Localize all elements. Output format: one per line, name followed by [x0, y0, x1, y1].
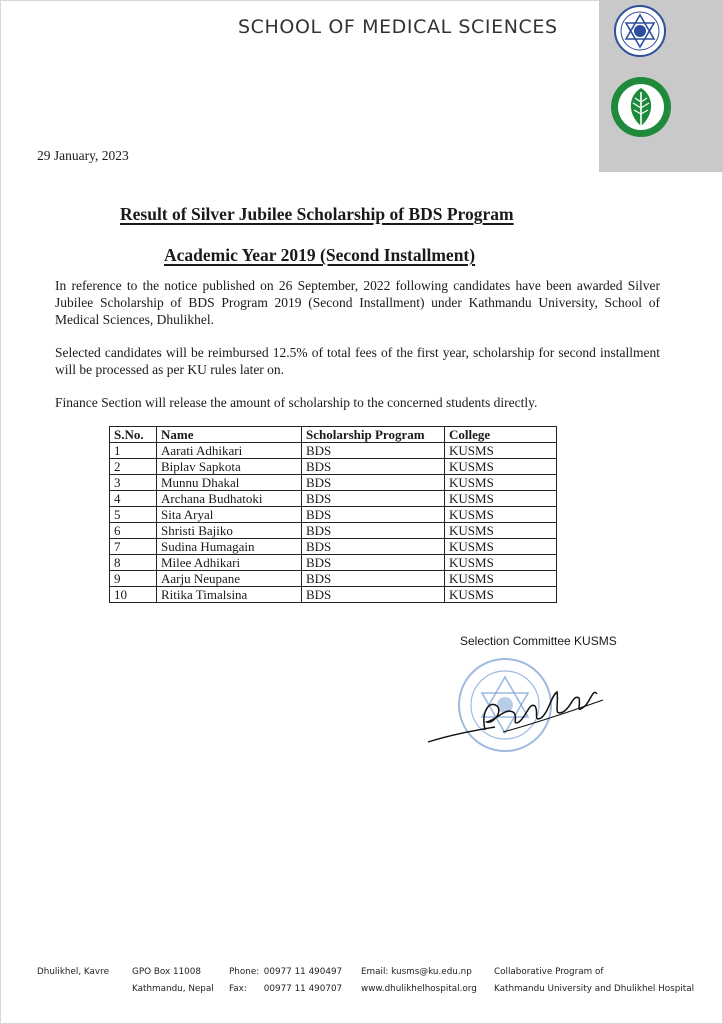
- cell-name: Biplav Sapkota: [157, 459, 302, 475]
- table-header-row: [110, 427, 557, 443]
- cell-college: KUSMS: [445, 507, 557, 523]
- footer-collab-line1: Collaborative Program of: [494, 967, 604, 977]
- footer-website: www.dhulikhelhospital.org: [361, 984, 477, 994]
- cell-name: Aarju Neupane: [157, 571, 302, 587]
- paragraph-reimbursement: Selected candidates will be reimbursed 12.5% of total fees of the first year, scholarship for second installment will be processed as per KU rules later on.: [55, 345, 660, 377]
- cell-sno: 3: [110, 475, 157, 491]
- cell-sno: 5: [110, 507, 157, 523]
- cell-sno: 6: [110, 523, 157, 539]
- cell-college: KUSMS: [445, 475, 557, 491]
- table-row: [110, 571, 557, 587]
- footer-postbox-line: GPO Box 11008: [132, 967, 201, 977]
- cell-name: Ritika Timalsina: [157, 587, 302, 603]
- dhulikhel-hospital-leaf-logo: [610, 74, 672, 140]
- cell-college: KUSMS: [445, 459, 557, 475]
- table-row: [110, 587, 557, 603]
- scholarship-results-table: [109, 426, 557, 603]
- header-program: Scholarship Program: [302, 427, 445, 443]
- cell-program: BDS: [302, 523, 445, 539]
- footer-postbox: [132, 964, 214, 998]
- selection-committee-label: Selection Committee KUSMS: [460, 634, 617, 648]
- table-row: [110, 491, 557, 507]
- cell-program: BDS: [302, 539, 445, 555]
- handwritten-signature: [423, 672, 608, 752]
- table-row: [110, 443, 557, 459]
- cell-college: KUSMS: [445, 539, 557, 555]
- footer-contact: [229, 964, 342, 998]
- cell-college: KUSMS: [445, 491, 557, 507]
- notice-subtitle: Academic Year 2019 (Second Installment): [164, 245, 476, 265]
- notice-title: Result of Silver Jubilee Scholarship of BDS Program: [120, 204, 514, 224]
- letter-date: 29 January, 2023: [37, 148, 129, 163]
- institution-name: SCHOOL OF MEDICAL SCIENCES: [238, 16, 558, 38]
- cell-name: Munnu Dhakal: [157, 475, 302, 491]
- footer-collaboration: [494, 964, 694, 998]
- cell-name: Sudina Humagain: [157, 539, 302, 555]
- paragraph-reference: In reference to the notice published on 26 September, 2022 following candidates have been awarded Silver Jubilee Scholarship of BDS Program 2019 (Second Installment) under Kathmandu University, School of Medical Sciences, Dhulikhel.: [55, 278, 660, 327]
- footer-address-line: Dhulikhel, Kavre: [37, 967, 109, 977]
- phone-number: 00977 11 490497: [263, 967, 343, 977]
- cell-college: KUSMS: [445, 523, 557, 539]
- fax-number: 00977 11 490707: [263, 984, 343, 994]
- table-row: [110, 555, 557, 571]
- cell-name: Archana Budhatoki: [157, 491, 302, 507]
- footer-city-line: Kathmandu, Nepal: [132, 984, 214, 994]
- cell-sno: 10: [110, 587, 157, 603]
- table-row: [110, 459, 557, 475]
- cell-name: Aarati Adhikari: [157, 443, 302, 459]
- fax-label: Fax:: [229, 984, 247, 994]
- cell-name: Shristi Bajiko: [157, 523, 302, 539]
- cell-sno: 8: [110, 555, 157, 571]
- cell-program: BDS: [302, 491, 445, 507]
- cell-program: BDS: [302, 555, 445, 571]
- cell-program: BDS: [302, 571, 445, 587]
- header-sno: S.No.: [110, 427, 157, 443]
- footer-address: [37, 964, 109, 981]
- table-row: [110, 475, 557, 491]
- cell-sno: 7: [110, 539, 157, 555]
- header-college: College: [445, 427, 557, 443]
- cell-program: BDS: [302, 507, 445, 523]
- cell-name: Milee Adhikari: [157, 555, 302, 571]
- table-row: [110, 507, 557, 523]
- phone-label: Phone:: [229, 967, 260, 977]
- paragraph-finance: Finance Section will release the amount of scholarship to the concerned students directly.: [55, 395, 538, 410]
- footer-online: [361, 964, 477, 998]
- cell-college: KUSMS: [445, 555, 557, 571]
- footer-email: Email: kusms@ku.edu.np: [361, 967, 472, 977]
- cell-program: BDS: [302, 443, 445, 459]
- cell-sno: 2: [110, 459, 157, 475]
- footer-collab-line2: Kathmandu University and Dhulikhel Hospital: [494, 984, 695, 994]
- kathmandu-university-logo: [613, 4, 667, 58]
- cell-college: KUSMS: [445, 587, 557, 603]
- cell-name: Sita Aryal: [157, 507, 302, 523]
- table-row: [110, 523, 557, 539]
- header-name: Name: [157, 427, 302, 443]
- cell-sno: 4: [110, 491, 157, 507]
- cell-sno: 1: [110, 443, 157, 459]
- table-row: [110, 539, 557, 555]
- cell-college: KUSMS: [445, 443, 557, 459]
- cell-college: KUSMS: [445, 571, 557, 587]
- cell-sno: 9: [110, 571, 157, 587]
- cell-program: BDS: [302, 475, 445, 491]
- cell-program: BDS: [302, 587, 445, 603]
- cell-program: BDS: [302, 459, 445, 475]
